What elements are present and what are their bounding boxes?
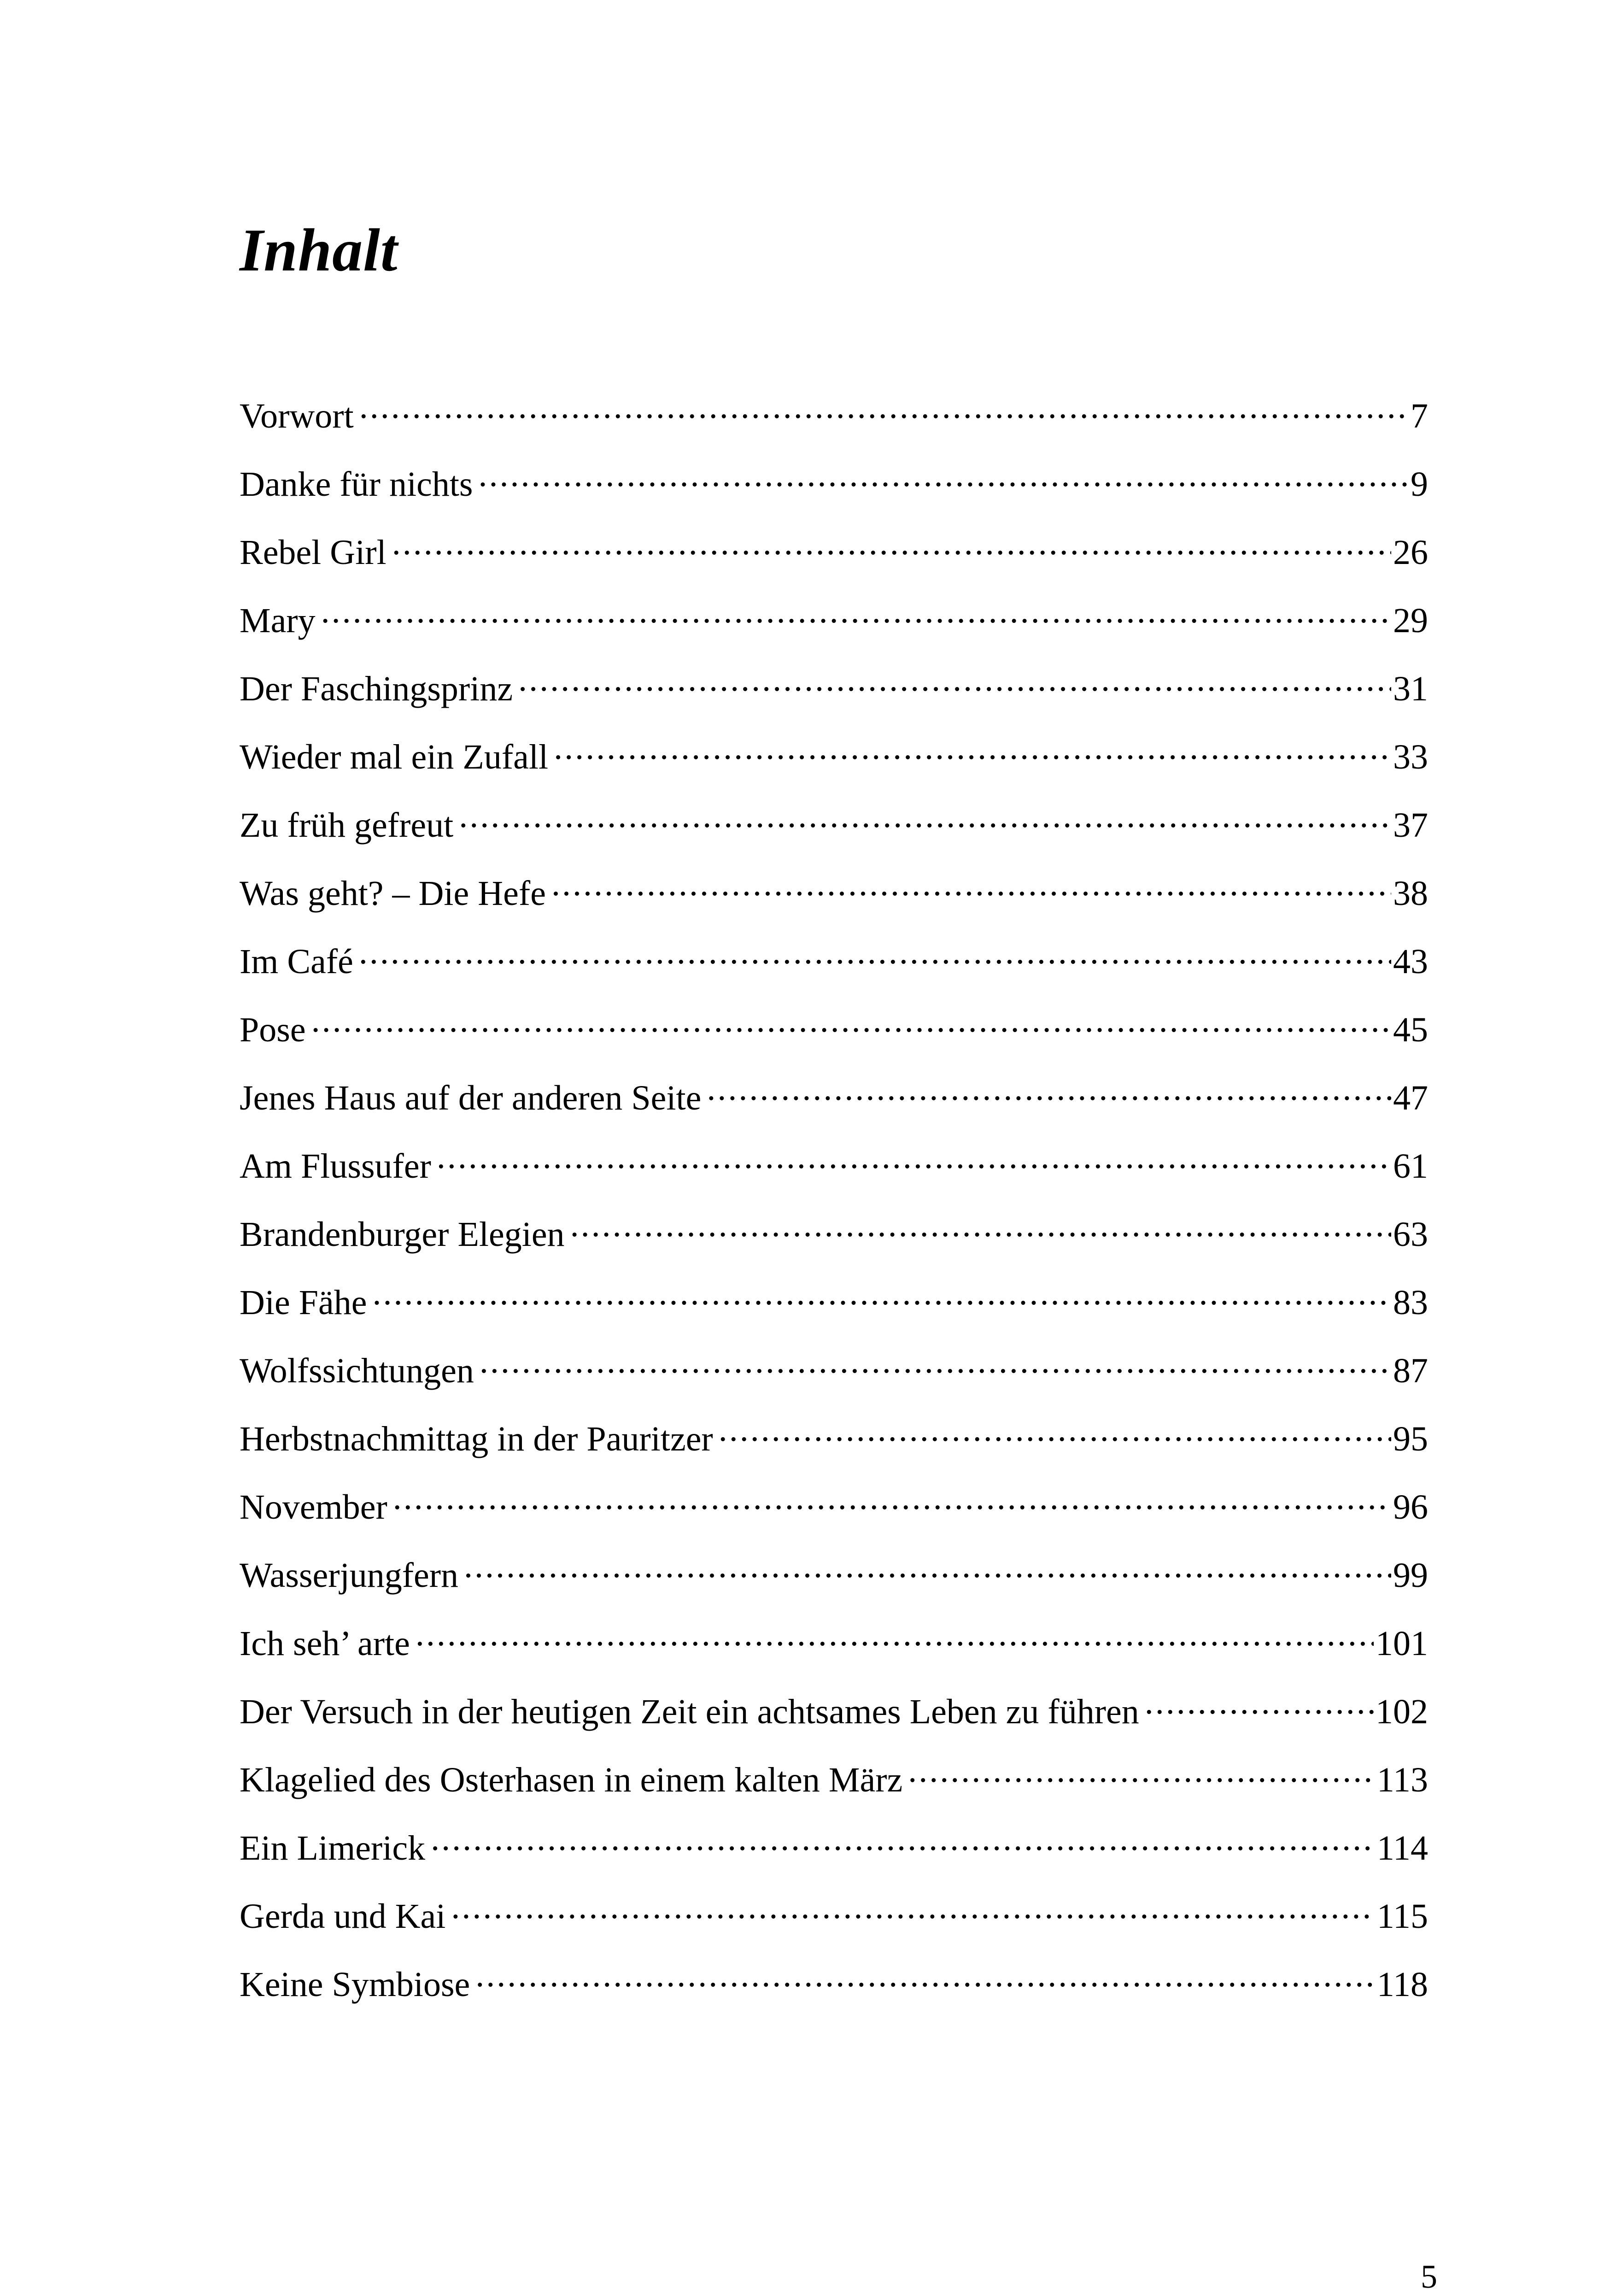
list-item[interactable]	[240, 1761, 1428, 1800]
list-item[interactable]	[240, 535, 1428, 570]
toc-entry-page: 47	[1393, 1079, 1428, 1118]
toc-entry-title: Zu früh gefreut	[240, 806, 454, 845]
list-item[interactable]	[240, 1217, 1428, 1252]
dot-leader	[908, 1764, 1375, 1791]
dot-leader	[451, 1900, 1375, 1928]
toc-entry-page: 102	[1376, 1692, 1428, 1732]
dot-leader	[475, 1968, 1375, 1996]
list-item[interactable]	[240, 1420, 1428, 1459]
toc-entry-page: 115	[1376, 1897, 1428, 1936]
dot-leader	[518, 673, 1391, 700]
toc-entry-page: 96	[1393, 1488, 1428, 1527]
dot-leader	[551, 877, 1391, 905]
toc-entry-page: 83	[1393, 1283, 1428, 1322]
toc-entry-page: 61	[1393, 1147, 1428, 1186]
toc-entry-page: 26	[1393, 533, 1428, 572]
list-item[interactable]	[240, 1626, 1428, 1661]
toc-entry-page: 45	[1393, 1010, 1428, 1050]
toc-entry-page: 95	[1393, 1420, 1428, 1459]
list-item[interactable]	[240, 669, 1428, 709]
table-of-contents	[240, 216, 1437, 2295]
toc-entry-page: 87	[1393, 1351, 1428, 1391]
list-item[interactable]	[240, 1692, 1428, 1732]
dot-leader	[431, 1832, 1375, 1860]
list-item[interactable]	[240, 1351, 1428, 1391]
toc-entry-title: Wolfssichtungen	[240, 1351, 474, 1391]
toc-entry-title: Wasserjungfern	[240, 1556, 459, 1595]
dot-leader	[392, 536, 1391, 564]
list-item[interactable]	[240, 399, 1428, 434]
dot-leader	[359, 400, 1409, 428]
toc-entry-page: 37	[1393, 806, 1428, 845]
dot-leader	[372, 1286, 1391, 1314]
toc-entry-title: Ich seh’ arte	[240, 1624, 410, 1663]
toc-entry-title: Pose	[240, 1010, 306, 1050]
list-item[interactable]	[240, 1490, 1428, 1525]
dot-leader	[570, 1218, 1391, 1246]
toc-entry-title: Am Flussufer	[240, 1147, 431, 1186]
dot-leader	[554, 741, 1391, 769]
toc-entry-page: 63	[1393, 1215, 1428, 1254]
toc-entry-title: Im Café	[240, 942, 353, 981]
dot-leader	[464, 1559, 1391, 1587]
toc-entry-title: Mary	[240, 601, 316, 640]
toc-entry-title: Die Fähe	[240, 1283, 367, 1322]
toc-entry-title: Klagelied des Osterhasen in einem kalten März	[240, 1761, 903, 1800]
list-item[interactable]	[240, 740, 1428, 775]
toc-entry-title: Jenes Haus auf der anderen Seite	[240, 1079, 702, 1118]
toc-entry-page: 113	[1376, 1761, 1428, 1800]
toc-entry-page: 9	[1411, 465, 1428, 504]
toc-entry-page: 38	[1393, 874, 1428, 913]
toc-entry-page: 114	[1376, 1829, 1428, 1868]
toc-entry-page: 118	[1376, 1965, 1428, 2004]
toc-entry-page: 43	[1393, 942, 1428, 981]
list-item[interactable]	[240, 944, 1428, 979]
toc-entry-title: November	[240, 1488, 387, 1527]
dot-leader	[480, 1355, 1391, 1382]
toc-entry-page: 29	[1393, 601, 1428, 640]
toc-entry-page: 99	[1393, 1556, 1428, 1595]
dot-leader	[1145, 1696, 1374, 1723]
toc-entry-page: 31	[1393, 669, 1428, 709]
list-item[interactable]	[240, 876, 1428, 911]
toc-entry-title: Gerda und Kai	[240, 1897, 446, 1936]
toc-entry-title: Brandenburger Elegien	[240, 1215, 565, 1254]
toc-entry-page: 101	[1376, 1624, 1428, 1663]
list-item[interactable]	[240, 603, 1428, 638]
dot-leader	[321, 605, 1391, 632]
list-item[interactable]	[240, 467, 1428, 502]
toc-list	[240, 399, 1428, 2002]
dot-leader	[359, 945, 1391, 973]
dot-leader	[393, 1491, 1391, 1519]
toc-entry-page: 7	[1411, 397, 1428, 436]
list-item[interactable]	[240, 1899, 1428, 1934]
list-item[interactable]	[240, 1285, 1428, 1320]
toc-entry-title: Was geht? – Die Hefe	[240, 874, 546, 913]
toc-entry-title: Der Versuch in der heutigen Zeit ein achtsames Leben zu führen	[240, 1692, 1139, 1732]
list-item[interactable]	[240, 808, 1428, 843]
toc-entry-title: Rebel Girl	[240, 533, 386, 572]
dot-leader	[479, 468, 1409, 496]
list-item[interactable]	[240, 1149, 1428, 1184]
toc-entry-title: Vorwort	[240, 397, 354, 436]
toc-entry-title: Keine Symbiose	[240, 1965, 470, 2004]
page-title: Inhalt	[240, 216, 398, 284]
dot-leader	[719, 1423, 1391, 1450]
list-item[interactable]	[240, 1080, 1428, 1116]
list-item[interactable]	[240, 1558, 1428, 1593]
dot-leader	[459, 809, 1391, 837]
list-item[interactable]	[240, 1967, 1428, 2002]
list-item[interactable]	[240, 1010, 1428, 1050]
toc-entry-title: Ein Limerick	[240, 1829, 426, 1868]
dot-leader	[311, 1014, 1391, 1041]
toc-entry-title: Wieder mal ein Zufall	[240, 738, 549, 777]
toc-entry-page: 33	[1393, 738, 1428, 777]
dot-leader	[707, 1082, 1391, 1110]
dot-leader	[437, 1150, 1391, 1178]
list-item[interactable]	[240, 1831, 1428, 1866]
dot-leader	[416, 1627, 1374, 1655]
toc-entry-title: Der Faschingsprinz	[240, 669, 513, 709]
toc-entry-title: Herbstnachmittag in der Pauritzer	[240, 1420, 713, 1459]
toc-entry-title: Danke für nichts	[240, 465, 473, 504]
folio-page-number: 5	[1421, 2258, 1437, 2295]
